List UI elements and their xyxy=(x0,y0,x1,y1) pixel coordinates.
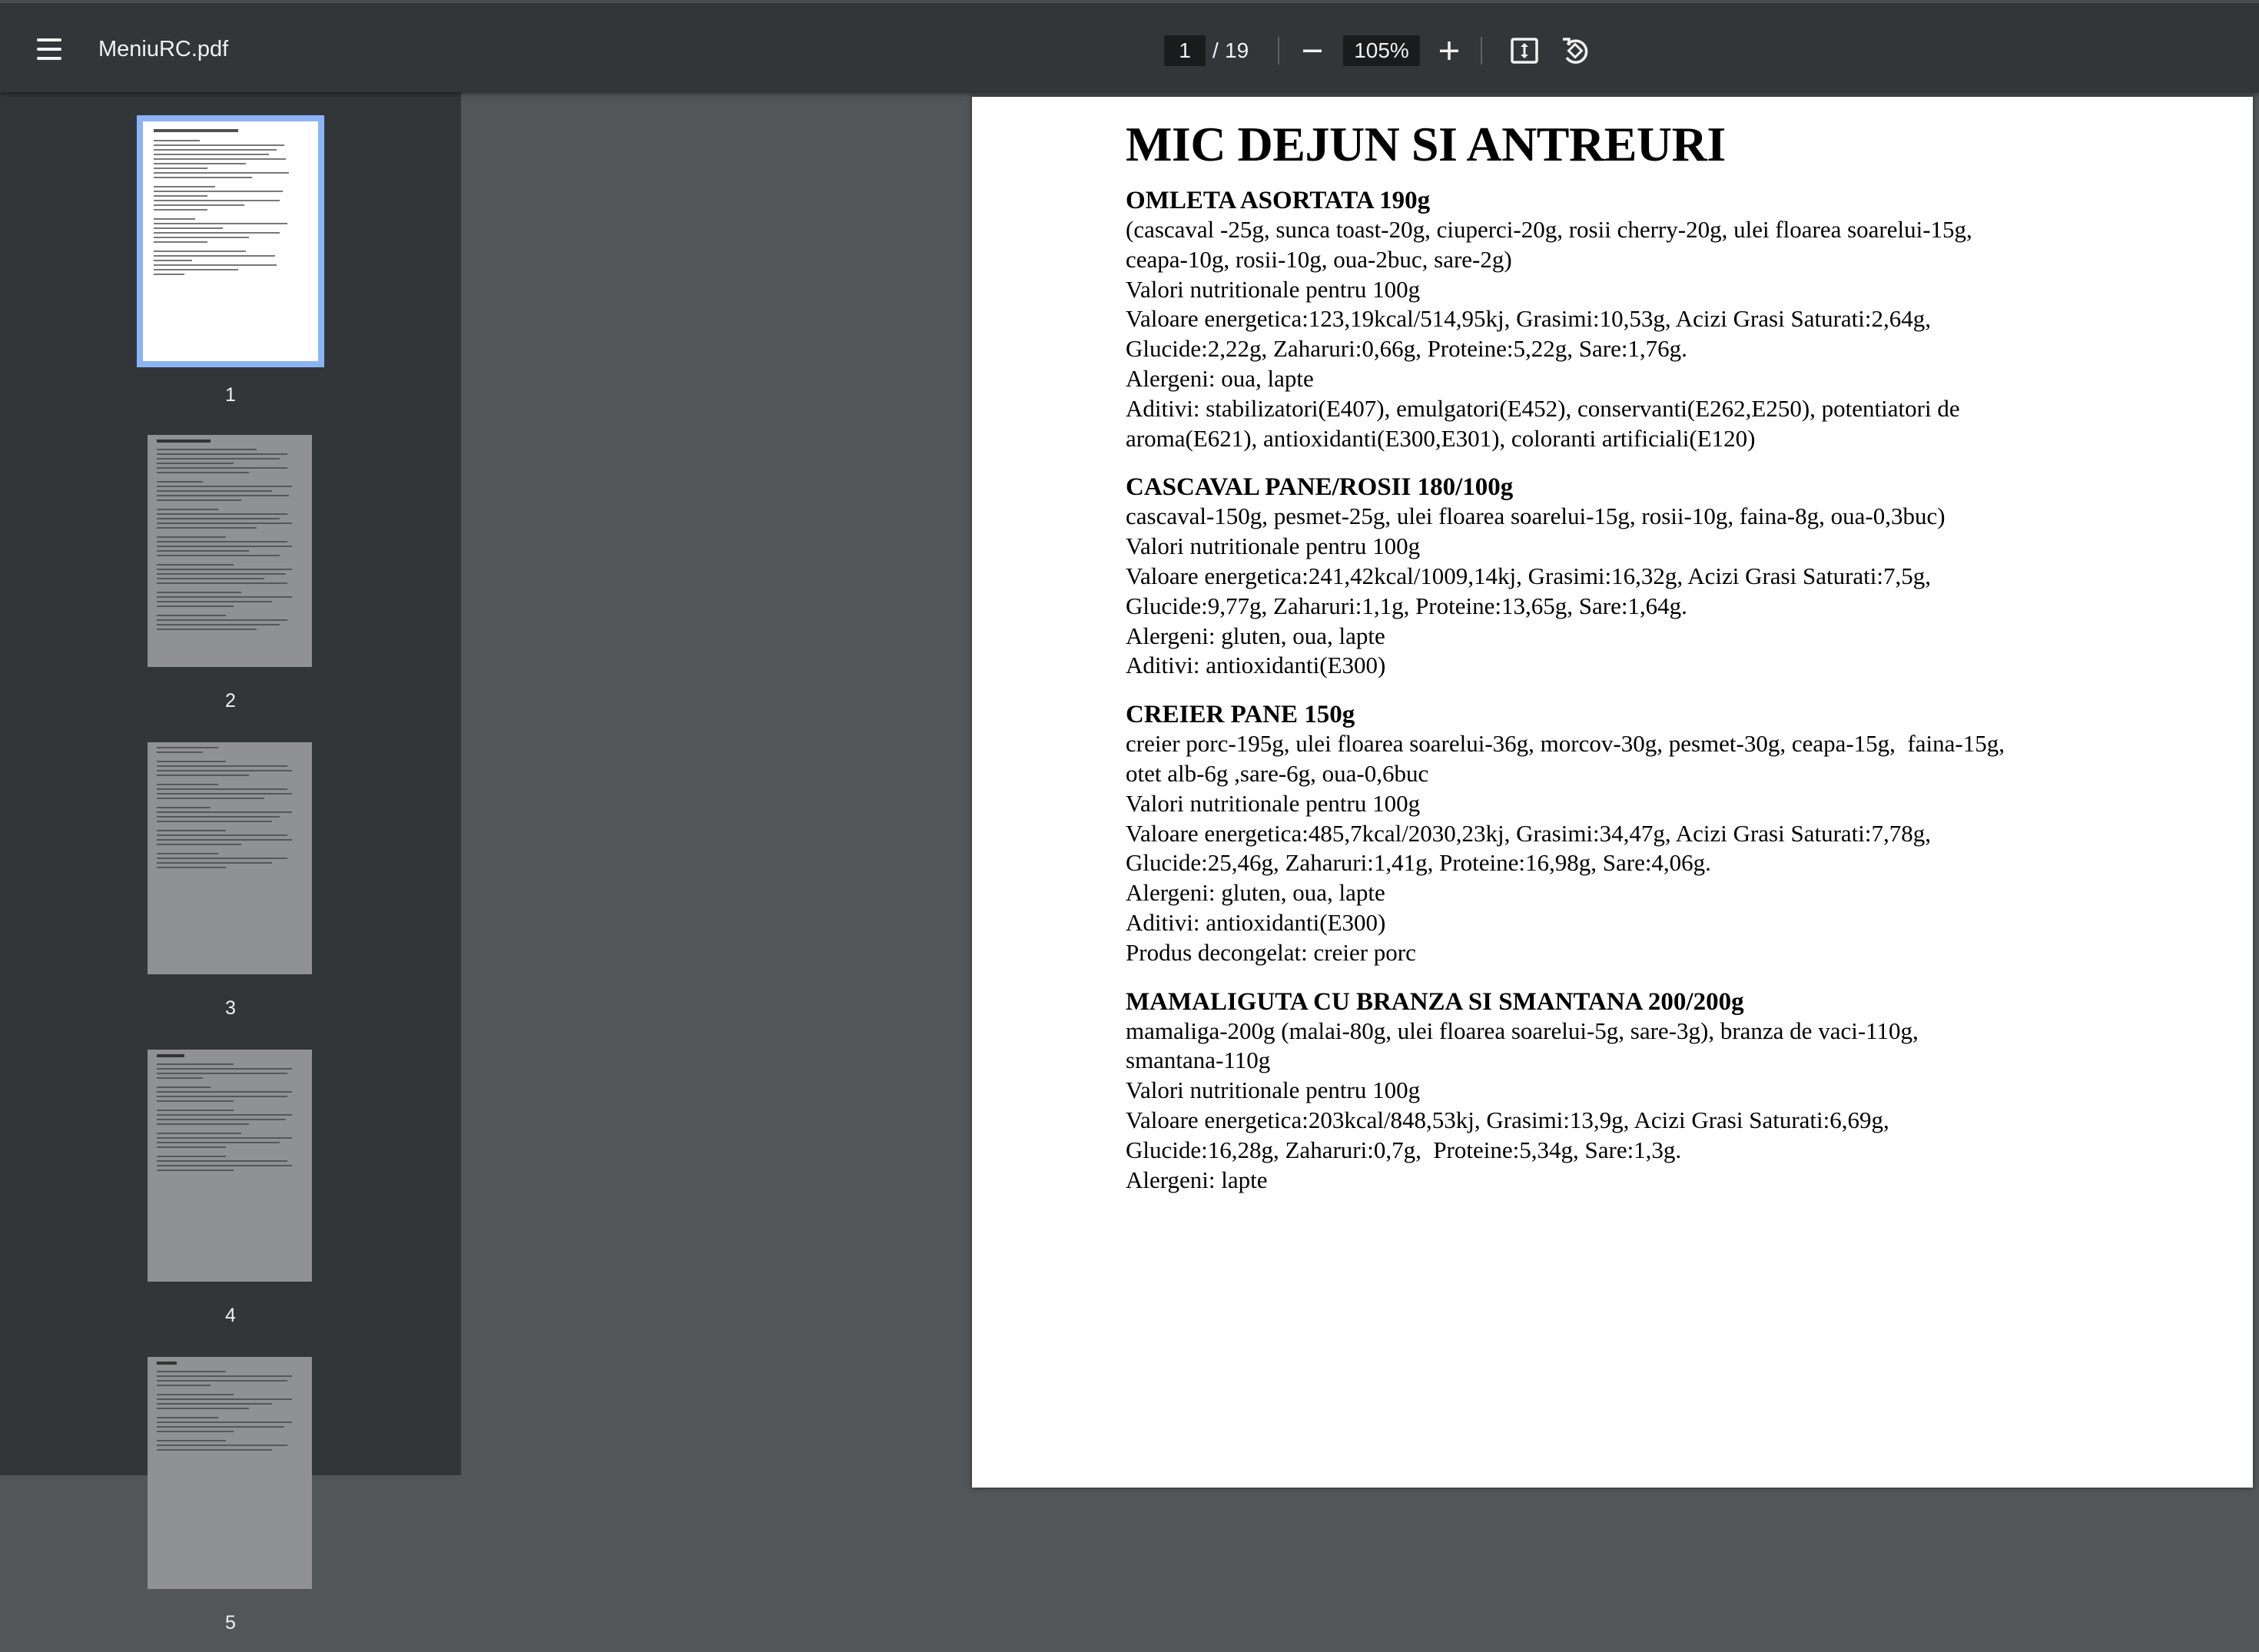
zoom-level-input[interactable]: 105% xyxy=(1343,35,1420,66)
thumbnail-page-number: 2 xyxy=(225,690,236,712)
thumbnail-preview xyxy=(148,435,312,667)
thumbnail-page-number: 4 xyxy=(225,1305,236,1326)
fit-page-icon xyxy=(1506,32,1543,69)
page-heading: MIC DEJUN SI ANTREURI xyxy=(1126,117,1726,171)
menu-item-title: OMLETA ASORTATA 190g xyxy=(1126,187,1431,214)
thumbnail-sidebar xyxy=(0,92,461,1634)
thumbnail-page-3[interactable] xyxy=(148,742,313,1037)
thumbnail-page-2[interactable] xyxy=(148,435,313,730)
menu-item-line: cascaval-150g, pesmet-25g, ulei floarea soarelui-15g, rosii-10g, faina-8g, oua-0,3buc) xyxy=(1126,503,1946,530)
menu-item-line: Glucide:9,77g, Zaharuri:1,1g, Proteine:13,65g, Sare:1,64g. xyxy=(1126,592,1687,619)
rotate-button[interactable] xyxy=(1557,32,1594,69)
menu-item-title: MAMALIGUTA CU BRANZA SI SMANTANA 200/200g xyxy=(1126,987,1744,1016)
menu-item-line: Aditivi: stabilizatori(E407), emulgatori(E452), conservanti(E262,E250), potentiatori de xyxy=(1126,394,1960,422)
menu-item-line: Glucide:25,46g, Zaharuri:1,41g, Proteine:16,98g, Sare:4,06g. xyxy=(1126,849,1711,877)
menu-item-line: Aditivi: antioxidanti(E300) xyxy=(1126,908,1386,936)
toolbar-divider xyxy=(1278,37,1279,65)
menu-item-section xyxy=(1126,186,2201,453)
hamburger-menu-icon[interactable] xyxy=(31,31,68,68)
menu-item-line: creier porc-195g, ulei floarea soarelui-36g, morcov-30g, pesmet-30g, ceapa-15g, faina-15g, xyxy=(1126,730,2005,758)
menu-item-line: Alergeni: gluten, oua, lapte xyxy=(1126,622,1385,649)
total-pages: 19 xyxy=(1225,38,1249,62)
menu-item-title: CASCAVAL PANE/ROSII 180/100g xyxy=(1126,473,1514,502)
page-content xyxy=(1126,111,2201,1214)
menu-item-line: Valoare energetica:241,42kcal/1009,14kj, Grasimi:16,32g, Acizi Grasi Saturati:7,5g, xyxy=(1126,562,1932,589)
menu-item-line: Valori nutritionale pentru 100g xyxy=(1126,789,1421,817)
thumbnail-page-5[interactable] xyxy=(148,1357,313,1652)
menu-item-section xyxy=(1126,473,2201,681)
menu-item-line: Valoare energetica:485,7kcal/2030,23kj, Grasimi:34,47g, Acizi Grasi Saturati:7,78g, xyxy=(1126,819,1932,847)
menu-item-section xyxy=(1126,987,2201,1196)
thumbnail-preview xyxy=(143,121,318,361)
rotate-counterclockwise-icon xyxy=(1557,32,1594,69)
menu-item-line: mamaliga-200g (malai-80g, ulei floarea soarelui-5g, sare-3g), branza de vaci-110g, xyxy=(1126,1017,1919,1044)
menu-item-line: Aditivi: antioxidanti(E300) xyxy=(1126,652,1386,679)
menu-sections xyxy=(1126,186,2201,1195)
fit-page-button[interactable] xyxy=(1506,32,1543,69)
menu-item-line: Valoare energetica:123,19kcal/514,95kj, Grasimi:10,53g, Acizi Grasi Saturati:2,64g, xyxy=(1126,305,1932,333)
zoom-out-button[interactable] xyxy=(1294,32,1331,69)
thumbnail-page-1[interactable] xyxy=(140,118,321,426)
menu-item-line: Alergeni: lapte xyxy=(1126,1166,1268,1193)
pdf-toolbar xyxy=(0,0,2259,92)
menu-item-line: Produs decongelat: creier porc xyxy=(1126,938,1416,966)
menu-item-title: CREIER PANE 150g xyxy=(1126,701,1355,729)
menu-item-line: Valori nutritionale pentru 100g xyxy=(1126,1076,1421,1104)
menu-item-line: Valori nutritionale pentru 100g xyxy=(1126,275,1421,303)
thumbnail-page-number: 3 xyxy=(225,997,236,1019)
thumbnail-preview xyxy=(148,742,312,974)
menu-item-line: Glucide:16,28g, Zaharuri:0,7g, Proteine:5,34g, Sare:1,3g. xyxy=(1126,1136,1682,1163)
thumbnail-preview xyxy=(148,1357,312,1589)
minus-icon xyxy=(1294,32,1331,69)
menu-item-line: otet alb-6g ,sare-6g, oua-0,6buc xyxy=(1126,759,1429,787)
page-separator: / xyxy=(1212,38,1219,62)
document-viewer[interactable] xyxy=(461,92,2259,1475)
menu-item-section xyxy=(1126,700,2201,967)
page-number-input[interactable]: 1 xyxy=(1164,35,1206,66)
toolbar-divider xyxy=(1481,37,1482,65)
plus-icon xyxy=(1431,32,1468,69)
menu-item-line: Glucide:2,22g, Zaharuri:0,66g, Proteine:5,22g, Sare:1,76g. xyxy=(1126,335,1687,363)
pdf-page xyxy=(972,97,2253,1488)
zoom-in-button[interactable] xyxy=(1431,32,1468,69)
menu-item-line: Valoare energetica:203kcal/848,53kj, Grasimi:13,9g, Acizi Grasi Saturati:6,69g, xyxy=(1126,1106,1889,1133)
menu-item-line: (cascaval -25g, sunca toast-20g, ciuperci-20g, rosii cherry-20g, ulei floarea soarelui-15g, xyxy=(1126,216,1972,243)
document-title: MeniuRC.pdf xyxy=(98,37,229,61)
thumbnail-page-number: 5 xyxy=(225,1612,236,1634)
thumbnail-page-number: 1 xyxy=(225,384,236,406)
menu-item-line: Alergeni: oua, lapte xyxy=(1126,364,1314,392)
menu-item-line: smantana-110g xyxy=(1126,1047,1271,1074)
menu-item-line: aroma(E621), antioxidanti(E300,E301), coloranti artificiali(E120) xyxy=(1126,424,1756,452)
menu-item-line: Valori nutritionale pentru 100g xyxy=(1126,532,1421,560)
thumbnail-preview xyxy=(148,1050,312,1282)
menu-item-line: ceapa-10g, rosii-10g, oua-2buc, sare-2g) xyxy=(1126,245,1512,273)
menu-item-line: Alergeni: gluten, oua, lapte xyxy=(1126,879,1385,907)
thumbnail-page-4[interactable] xyxy=(148,1050,313,1345)
